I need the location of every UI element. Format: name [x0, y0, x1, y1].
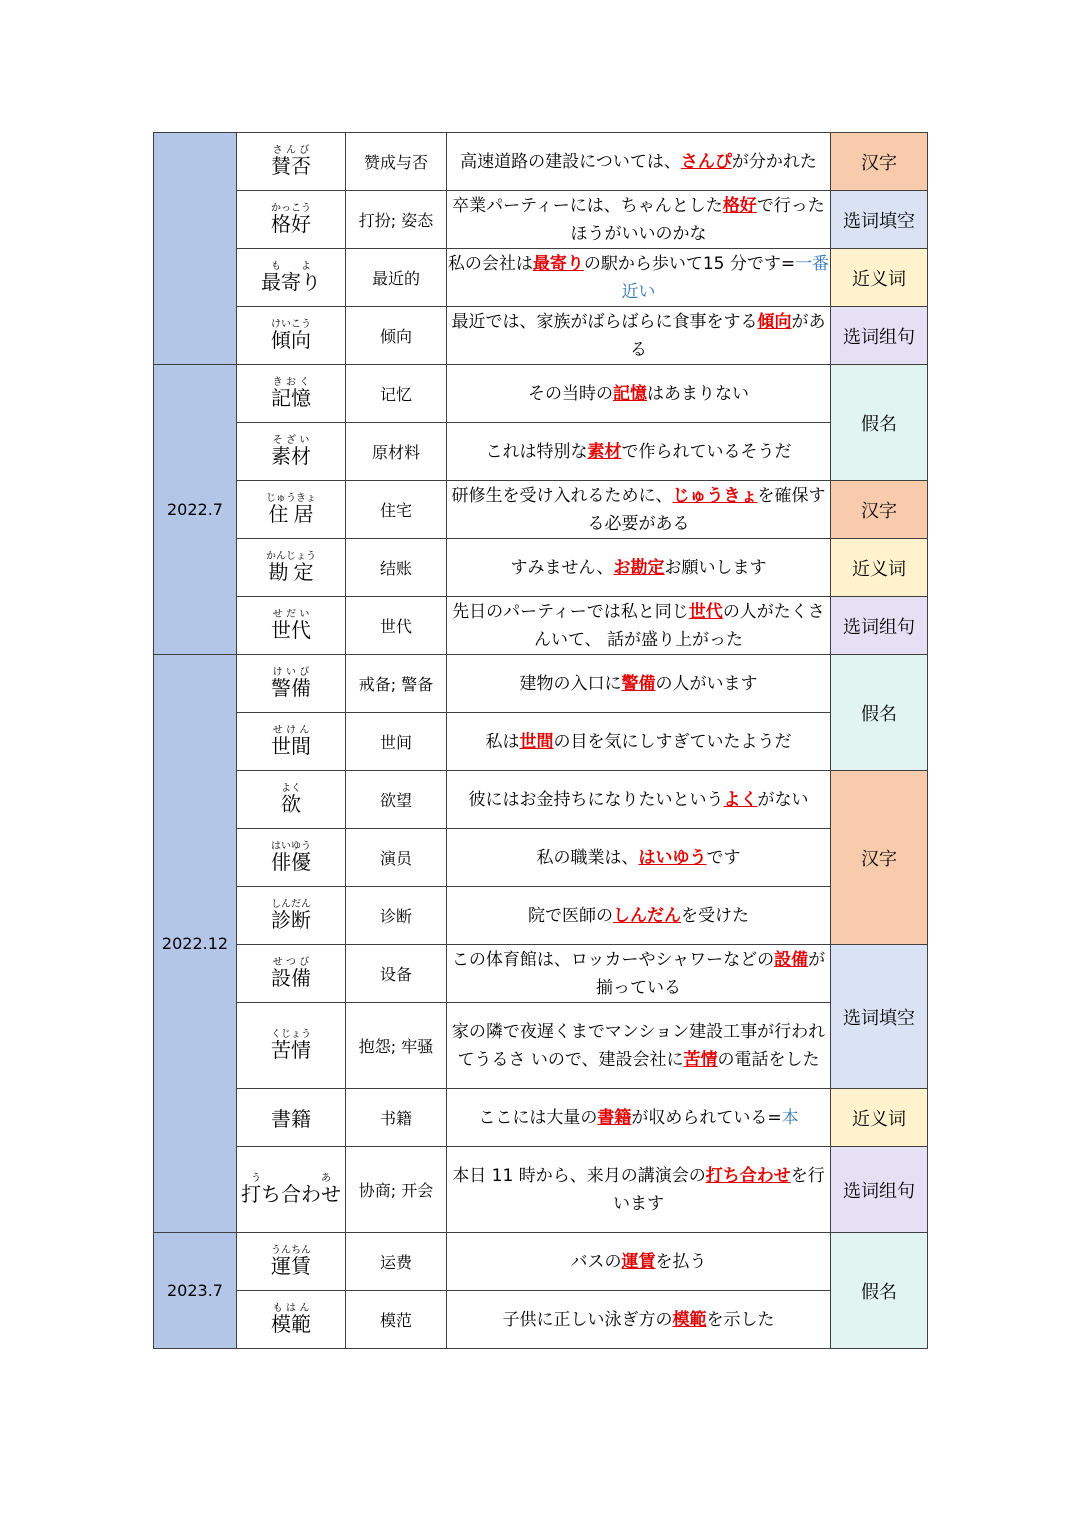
- category-cell: 假名: [831, 1233, 928, 1349]
- table-row: [154, 1147, 928, 1233]
- meaning-cell: 诊断: [346, 887, 447, 945]
- table-row: [154, 713, 928, 771]
- table-row: [154, 365, 928, 423]
- word-cell: 傾向けいこう: [237, 307, 346, 365]
- vocab-table: [153, 132, 928, 1349]
- meaning-cell: 世代: [346, 597, 447, 655]
- vocab-table-body: [154, 133, 928, 1349]
- word-cell: 記憶きおく: [237, 365, 346, 423]
- category-cell: 假名: [831, 655, 928, 771]
- meaning-cell: 运费: [346, 1233, 447, 1291]
- meaning-cell: 协商; 开会: [346, 1147, 447, 1233]
- category-cell: 选词填空: [831, 945, 928, 1089]
- word-cell: 欲よく: [237, 771, 346, 829]
- sentence-cell: これは特別な素材で作られているそうだ: [447, 423, 831, 481]
- table-row: [154, 191, 928, 249]
- table-row: [154, 133, 928, 191]
- meaning-cell: 抱怨; 牢骚: [346, 1003, 447, 1089]
- category-cell: 近义词: [831, 539, 928, 597]
- meaning-cell: 欲望: [346, 771, 447, 829]
- word-cell: 賛否さんび: [237, 133, 346, 191]
- word-cell: 模範もはん: [237, 1291, 346, 1349]
- sentence-cell: 子供に正しい泳ぎ方の模範を示した: [447, 1291, 831, 1349]
- sentence-cell: 本日 11 時から、来月の講演会の打ち合わせを行います: [447, 1147, 831, 1233]
- word-cell: 素材そざい: [237, 423, 346, 481]
- table-row: [154, 887, 928, 945]
- sentence-cell: 先日のパーティーでは私と同じ世代の人がたくさんいて、 話が盛り上がった: [447, 597, 831, 655]
- table-row: [154, 423, 928, 481]
- meaning-cell: 世间: [346, 713, 447, 771]
- sentence-cell: すみません、お勘定お願いします: [447, 539, 831, 597]
- meaning-cell: 设备: [346, 945, 447, 1003]
- sentence-cell: 私は世間の目を気にしすぎていたようだ: [447, 713, 831, 771]
- year-cell: [154, 133, 237, 365]
- word-cell: 勘定かんじょう: [237, 539, 346, 597]
- table-row: [154, 829, 928, 887]
- sentence-cell: 私の職業は、はいゆうです: [447, 829, 831, 887]
- word-cell: 最寄りもよ: [237, 249, 346, 307]
- word-cell: 格好かっこう: [237, 191, 346, 249]
- sentence-cell: 建物の入口に警備の人がいます: [447, 655, 831, 713]
- category-cell: 选词组句: [831, 1147, 928, 1233]
- category-cell: 假名: [831, 365, 928, 481]
- sentence-cell: 彼にはお金持ちになりたいというよくがない: [447, 771, 831, 829]
- word-cell: 診断しんだん: [237, 887, 346, 945]
- table-row: [154, 1089, 928, 1147]
- table-row: [154, 771, 928, 829]
- meaning-cell: 书籍: [346, 1089, 447, 1147]
- sentence-cell: 高速道路の建設については、さんぴが分かれた: [447, 133, 831, 191]
- meaning-cell: 演员: [346, 829, 447, 887]
- meaning-cell: 赞成与否: [346, 133, 447, 191]
- category-cell: 选词组句: [831, 597, 928, 655]
- year-cell: 2022.12: [154, 655, 237, 1233]
- word-cell: 住居じゅうきょ: [237, 481, 346, 539]
- word-cell: 世代せだい: [237, 597, 346, 655]
- category-cell: 汉字: [831, 771, 928, 945]
- category-cell: 近义词: [831, 249, 928, 307]
- table-row: [154, 481, 928, 539]
- sentence-cell: 研修生を受け入れるために、じゅうきょを確保する必要がある: [447, 481, 831, 539]
- sentence-cell: 卒業パーティーには、ちゃんとした格好で行ったほうがいいのかな: [447, 191, 831, 249]
- word-cell: 世間せけん: [237, 713, 346, 771]
- sentence-cell: 最近では、家族がばらばらに食事をする傾向がある: [447, 307, 831, 365]
- sentence-cell: 院で医師のしんだんを受けた: [447, 887, 831, 945]
- table-row: [154, 1233, 928, 1291]
- word-cell: 設備せつび: [237, 945, 346, 1003]
- word-cell: 打ち合わせうあ: [237, 1147, 346, 1233]
- meaning-cell: 打扮; 姿态: [346, 191, 447, 249]
- year-cell: 2023.7: [154, 1233, 237, 1349]
- meaning-cell: 结账: [346, 539, 447, 597]
- meaning-cell: 倾向: [346, 307, 447, 365]
- sentence-cell: 家の隣で夜遅くまでマンション建設工事が行われてうるさ いので、建設会社に苦情の電話をした: [447, 1003, 831, 1089]
- meaning-cell: 住宅: [346, 481, 447, 539]
- word-cell: 警備けいび: [237, 655, 346, 713]
- meaning-cell: 记忆: [346, 365, 447, 423]
- meaning-cell: 最近的: [346, 249, 447, 307]
- sentence-cell: その当時の記憶はあまりない: [447, 365, 831, 423]
- table-row: [154, 1291, 928, 1349]
- table-row: [154, 1003, 928, 1089]
- table-row: [154, 539, 928, 597]
- meaning-cell: 模范: [346, 1291, 447, 1349]
- word-cell: 運賃うんちん: [237, 1233, 346, 1291]
- meaning-cell: 原材料: [346, 423, 447, 481]
- sentence-cell: ここには大量の書籍が収められている=本: [447, 1089, 831, 1147]
- sentence-cell: バスの運賃を払う: [447, 1233, 831, 1291]
- category-cell: 近义词: [831, 1089, 928, 1147]
- category-cell: 汉字: [831, 481, 928, 539]
- category-cell: 选词组句: [831, 307, 928, 365]
- word-cell: 苦情くじょう: [237, 1003, 346, 1089]
- year-cell: 2022.7: [154, 365, 237, 655]
- meaning-cell: 戒备; 警备: [346, 655, 447, 713]
- category-cell: 汉字: [831, 133, 928, 191]
- word-cell: 書籍: [237, 1089, 346, 1147]
- table-row: [154, 655, 928, 713]
- table-row: [154, 307, 928, 365]
- table-row: [154, 249, 928, 307]
- category-cell: 选词填空: [831, 191, 928, 249]
- sentence-cell: 私の会社は最寄りの駅から歩いて15 分です=一番近い: [447, 249, 831, 307]
- sentence-cell: この体育館は、ロッカーやシャワーなどの設備が揃っている: [447, 945, 831, 1003]
- word-cell: 俳優はいゆう: [237, 829, 346, 887]
- table-row: [154, 597, 928, 655]
- table-row: [154, 945, 928, 1003]
